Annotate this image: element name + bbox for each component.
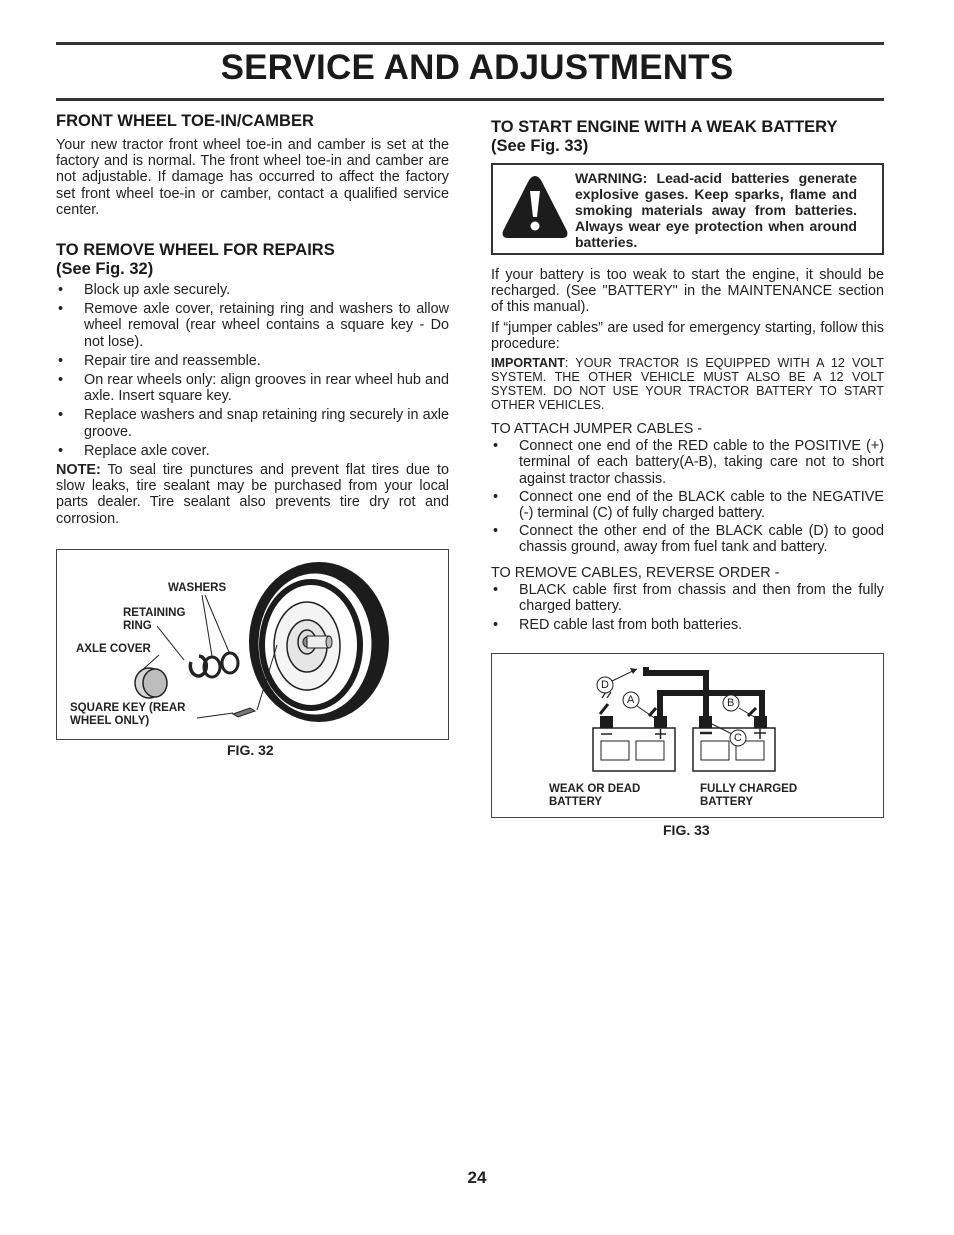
weak-battery-heading-line2: (See Fig. 33) — [491, 137, 589, 155]
list-item: • Connect one end of the RED cable to the POSITIVE (+) terminal of each battery(A-B), taking care not to short against tractor chassis. — [491, 438, 884, 487]
warning-label: WARNING — [575, 170, 643, 186]
label-charged-battery — [700, 783, 797, 809]
jumper-cables-text: If “jumper cables” are used for emergency starting, follow this procedure: — [491, 319, 884, 352]
remove-wheel-steps — [56, 282, 449, 459]
remove-wheel-heading-line2: (See Fig. 32) — [56, 260, 154, 279]
note-paragraph — [56, 462, 449, 527]
label-charged-battery-line2: BATTERY — [700, 796, 754, 808]
figure-33-caption: FIG. 33 — [663, 822, 710, 838]
note-label: NOTE: — [56, 462, 101, 479]
list-item: • Remove axle cover, retaining ring and washers to allow wheel removal (rear wheel contains a square key - Do not lose). — [56, 301, 449, 350]
page-number: 24 — [467, 1168, 487, 1187]
label-charged-battery-line1: FULLY CHARGED — [700, 783, 798, 795]
warning-triangle-icon — [501, 173, 569, 241]
top-rule — [56, 42, 884, 45]
left-column — [56, 112, 449, 527]
label-retaining-ring-line2: RING — [123, 620, 152, 632]
note-text: To seal tire punctures and prevent flat tires due to slow leaks, tire sealant may be purchased from your local parts dealer. Tire sealant also prevents tire dry rot and corrosion. — [56, 462, 449, 527]
right-column — [491, 118, 884, 633]
list-item: • Replace axle cover. — [56, 443, 449, 459]
warning-body: : Lead-acid batteries generate explosive gases. Keep sparks, flame and smoking materials away from batteries. Always wear eye protection when around batteries. — [575, 170, 857, 250]
title-underline — [56, 98, 884, 101]
list-item: • Repair tire and reassemble. — [56, 353, 449, 369]
remove-wheel-heading-line1: TO REMOVE WHEEL FOR REPAIRS — [56, 241, 335, 260]
toe-in-heading: FRONT WHEEL TOE-IN/CAMBER — [56, 112, 314, 130]
warning-box — [491, 163, 884, 255]
remove-cables-heading: TO REMOVE CABLES, REVERSE ORDER - — [491, 564, 780, 581]
list-item: • On rear wheels only: align grooves in rear wheel hub and axle. Insert square key. — [56, 372, 449, 404]
attach-cables-heading: TO ATTACH JUMPER CABLES - — [491, 421, 703, 438]
toe-in-text: Your new tractor front wheel toe-in and camber is set at the factory and is normal. The front wheel toe-in and camber are not adjustable. If damage has occurred to affect the factory set front wheel toe-in or camber, contact a qualified service center. — [56, 137, 449, 218]
attach-cables-steps — [491, 438, 884, 555]
label-retaining-ring-line1: RETAINING — [123, 607, 186, 619]
weak-battery-heading — [491, 118, 884, 156]
page-title: SERVICE AND ADJUSTMENTS — [220, 48, 734, 87]
marker-a: A — [627, 694, 635, 706]
list-item: • Replace washers and snap retaining ring securely in axle groove. — [56, 407, 449, 439]
label-washers: WASHERS — [168, 582, 227, 594]
marker-c: C — [734, 732, 742, 744]
list-item: • Connect one end of the BLACK cable to the NEGATIVE (-) terminal (C) of fully charged battery. — [491, 489, 884, 521]
label-axle-cover: AXLE COVER — [76, 643, 151, 655]
label-weak-battery-line2: BATTERY — [549, 796, 603, 808]
important-label: IMPORTANT — [491, 356, 565, 371]
label-weak-battery — [549, 783, 640, 809]
label-weak-battery-line1: WEAK OR DEAD — [549, 783, 641, 795]
weak-battery-text: If your battery is too weak to start the engine, it should be recharged. (See "BATTERY" in the MAINTENANCE section of this manual). — [491, 267, 884, 316]
list-item: • BLACK cable first from chassis and then from the fully charged battery. — [491, 582, 884, 614]
label-square-key-line1: SQUARE KEY (REAR — [70, 702, 186, 714]
figure-32-wheel-assembly — [56, 549, 449, 740]
label-retaining-ring — [123, 607, 185, 633]
label-square-key-line2: WHEEL ONLY) — [70, 715, 150, 727]
label-square-key — [70, 702, 185, 728]
important-notice — [491, 356, 884, 412]
list-item: • RED cable last from both batteries. — [491, 617, 884, 633]
marker-d: D — [601, 679, 609, 691]
figure-33-jumper-cables — [491, 653, 884, 818]
important-text: : YOUR TRACTOR IS EQUIPPED WITH A 12 VOLT SYSTEM. THE OTHER VEHICLE MUST ALSO BE A 12 VOLT SYSTEM. DO NOT USE YOUR TRACTOR BATTERY TO START OTHER VEHICLES. — [491, 356, 884, 413]
warning-text — [575, 170, 857, 250]
marker-b: B — [727, 697, 735, 709]
remove-wheel-heading — [56, 241, 449, 279]
list-item: • Block up axle securely. — [56, 282, 449, 298]
weak-battery-heading-line1: TO START ENGINE WITH A WEAK BATTERY — [491, 118, 838, 136]
figure-32-caption: FIG. 32 — [227, 742, 274, 758]
remove-cables-steps — [491, 582, 884, 634]
list-item: • Connect the other end of the BLACK cable (D) to good chassis ground, away from fuel tank and battery. — [491, 523, 884, 555]
